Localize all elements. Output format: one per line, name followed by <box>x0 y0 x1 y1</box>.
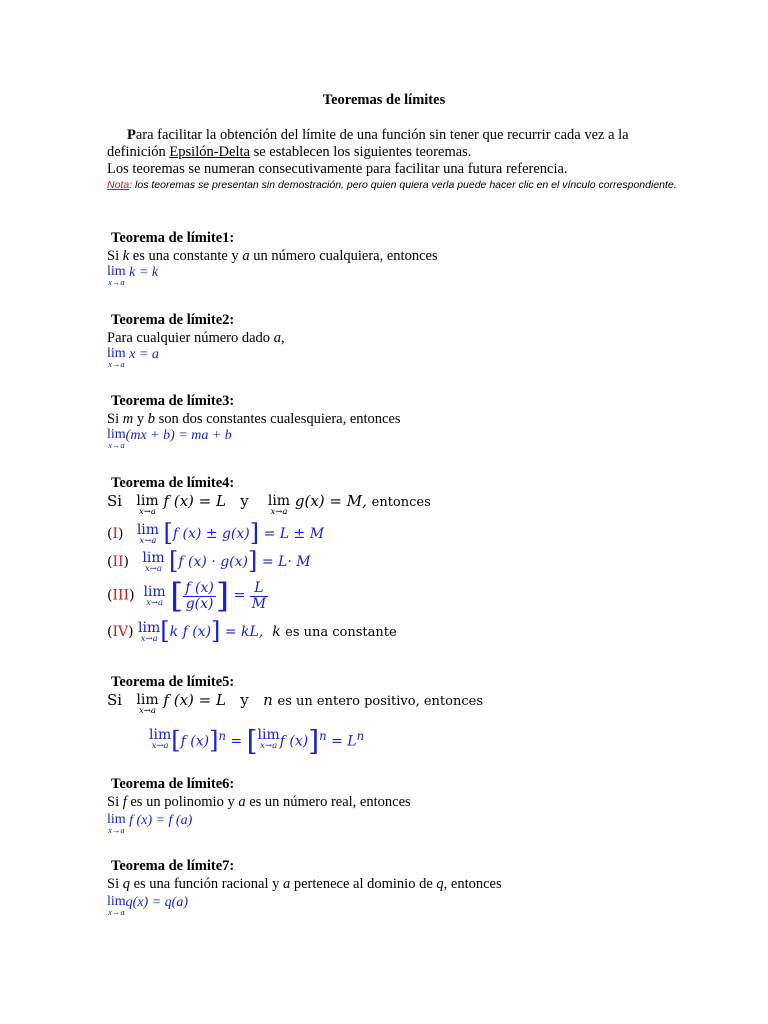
theorem-7 <box>107 857 727 916</box>
lim-word: lim <box>257 727 280 743</box>
t4-iii-rden: M <box>251 595 267 612</box>
intro-line-1-text: ara facilitar la obtención del límite de una función sin tener que recurrir cada vez a la <box>135 127 629 143</box>
lim-operator <box>107 347 126 368</box>
t7-formula-body: q(x) = q(a) <box>125 895 188 910</box>
lim-operator <box>268 494 290 516</box>
theorem-2-statement <box>107 329 727 347</box>
t4-iii-rhs-fraction <box>250 581 268 612</box>
lim-word: lim <box>136 522 160 538</box>
t2-text-a: Para cualquier número dado <box>107 330 274 346</box>
t5-y: y <box>240 691 249 709</box>
t4-item-iii: (III) lim x→a [ $\frac{f (x)}{g(x)}$ ] = $\frac{L}{M}$ <box>107 576 267 616</box>
t5-eq: = <box>230 733 243 750</box>
theorem-3-formula <box>107 428 727 449</box>
t2-text-b: , <box>280 330 285 346</box>
drop-cap: P <box>127 127 136 143</box>
theorem-5-formula: lim x→a [f (x)]$^n$ = [lim x→a f $(x)]^n = L^n$ <box>149 724 365 758</box>
theorem-1-heading: Teorema de límite1: <box>111 230 235 246</box>
lim-operator <box>142 552 164 573</box>
t4-iv-text: es una constante <box>285 625 397 640</box>
intro-line-2-pre: definición <box>107 144 170 160</box>
lim-word: lim <box>149 727 172 743</box>
t6-text-a: Si <box>107 794 123 810</box>
lim-subscript: x→a <box>108 825 125 835</box>
t3-text-c: son dos constantes cualesquiera, entonces <box>154 411 401 427</box>
intro-line-3: Los teoremas se numeran consecutivamente para facilitar una futura referencia. <box>107 161 568 177</box>
t1-text-b: es una constante y <box>129 248 243 264</box>
lim-operator <box>107 813 126 834</box>
t5-rhs: = L <box>331 733 357 750</box>
t4-iii-num: f (x) <box>185 579 214 596</box>
theorem-6-heading: Teorema de límite6: <box>111 776 235 792</box>
lim-word: lim <box>107 264 126 279</box>
t7-text-d: , entonces <box>443 876 502 892</box>
lim-subscript: x→a <box>108 277 125 287</box>
t6-text-b: es un polinomio y <box>126 794 239 810</box>
t7-text-b: es una función racional y <box>129 876 283 892</box>
t6-formula-body: f (x) = f (a) <box>129 813 193 828</box>
lim-subscript: x→a <box>140 634 158 644</box>
lim-subscript: x→a <box>139 507 156 517</box>
theorem-2-heading: Teorema de límite2: <box>111 312 235 328</box>
roman-iii: III <box>112 587 130 604</box>
lim-operator <box>107 265 126 286</box>
t2-formula-body: x = a <box>129 347 159 362</box>
t4-cond-1: f (x) = L <box>163 492 226 510</box>
lim-subscript: x→a <box>144 564 162 574</box>
theorem-6-formula <box>107 813 727 834</box>
t5-mid: f (x) <box>279 733 309 750</box>
theorem-1-statement <box>107 247 727 265</box>
theorem-3-statement <box>107 410 727 428</box>
t4-iii-rnum: L <box>250 581 268 597</box>
intro-line-1 <box>107 127 707 144</box>
lim-word: lim <box>136 692 159 708</box>
theorem-5 <box>107 673 727 758</box>
t7-var-a: a <box>282 876 291 892</box>
t1-formula-body: k = k <box>129 265 159 280</box>
theorem-4-condition <box>107 494 727 516</box>
lim-operator <box>107 895 126 916</box>
t3-var-b: b <box>147 411 155 427</box>
t6-var-f: f <box>122 794 127 810</box>
intro-line-2-post: se establecen los siguientes teoremas. <box>249 144 472 160</box>
lim-subscript: x→a <box>108 359 125 369</box>
lim-subscript: x→a <box>260 741 278 751</box>
t4-iii-fraction <box>183 581 215 612</box>
theorem-7-formula <box>107 895 727 916</box>
t4-cond-2: g(x) = M, <box>294 492 367 510</box>
lim-word: lim <box>107 812 126 827</box>
lim-subscript: x→a <box>139 706 156 716</box>
lim-operator <box>143 583 166 608</box>
roman-iv: IV <box>112 624 129 640</box>
t4-entonces: entonces <box>371 495 431 510</box>
t4-ii-rhs: = L· M <box>261 554 311 570</box>
t3-formula-body: (mx + b) = ma + b <box>125 428 232 443</box>
theorem-2 <box>107 311 727 368</box>
lim-operator <box>136 494 158 516</box>
lim-operator <box>138 622 160 643</box>
t6-var-a: a <box>238 794 246 810</box>
lim-word: lim <box>107 894 126 909</box>
t4-i-rhs: = L ± M <box>263 526 325 542</box>
lim-subscript: x→a <box>108 907 125 917</box>
note-label: Nota <box>107 179 130 191</box>
t4-ii-body: f (x) · g(x) <box>178 554 249 570</box>
theorem-7-heading: Teorema de límite7: <box>111 858 235 874</box>
theorem-5-heading: Teorema de límite5: <box>111 674 235 690</box>
t4-item-iv: (IV) lim x→a [k f (x)] = kL, k es una constante <box>107 617 397 645</box>
lim-word: lim <box>138 620 161 636</box>
t4-y: y <box>240 492 249 510</box>
lim-word: lim <box>143 583 166 600</box>
theorem-6-statement <box>107 793 727 811</box>
lim-subscript: x→a <box>270 507 288 517</box>
t4-si: Si <box>107 492 123 510</box>
t3-text-b: y <box>133 411 148 427</box>
t4-iv-body: k f (x) <box>169 624 212 640</box>
lim-word: lim <box>267 493 291 509</box>
t3-var-m: m <box>122 411 134 427</box>
t1-text-c: un número cualquiera, entonces <box>249 248 438 264</box>
t6-text-c: es un número real, entonces <box>245 794 411 810</box>
t2-var-a: a <box>273 330 281 346</box>
lim-word: lim <box>136 493 159 509</box>
t3-text-a: Si <box>107 411 123 427</box>
lim-word: lim <box>107 427 126 442</box>
t1-text-a: Si <box>107 248 123 264</box>
note-paragraph <box>107 178 707 192</box>
t5-si: Si <box>107 691 123 709</box>
t4-iv-rhs: = kL, <box>224 624 264 640</box>
note-text: : los teoremas se presentan sin demostración, pero quien quiera verla puede hacer clic en el vínculo correspondiente. <box>129 179 677 191</box>
t5-exp-3: n <box>356 729 365 743</box>
t7-var-q2: q <box>436 876 444 892</box>
roman-ii: II <box>112 554 124 570</box>
t4-item-ii: (II) lim x→a [f (x) · g(x)] = L· M <box>107 547 311 575</box>
theorem-3 <box>107 392 727 449</box>
lim-word: lim <box>142 550 165 566</box>
t5-cond: f (x) = L <box>163 691 226 709</box>
epsilon-delta-link[interactable]: Epsilón-Delta <box>169 144 250 160</box>
t4-iii-den: g(x) <box>185 595 214 612</box>
t5-exp-1: n <box>218 729 226 743</box>
theorem-1-formula <box>107 265 727 286</box>
lim-operator <box>136 693 158 715</box>
t7-text-a: Si <box>107 876 123 892</box>
t1-var-k: k <box>122 248 130 264</box>
lim-subscript: x→a <box>146 597 164 608</box>
t4-item-i: (I) lim x→a [f (x) ± g(x)] = L ± M <box>107 519 325 547</box>
lim-operator <box>107 428 126 449</box>
t7-var-q: q <box>122 876 130 892</box>
theorem-6 <box>107 775 727 834</box>
theorem-5-condition <box>107 693 727 715</box>
t4-iii-eq: = <box>233 587 246 604</box>
t5-exp-2: n <box>319 729 327 743</box>
lim-word: lim <box>107 346 126 361</box>
lim-operator <box>137 524 159 545</box>
t5-lhs: f (x) <box>180 733 210 750</box>
theorem-4-heading: Teorema de límite4: <box>111 475 235 491</box>
theorem-4 <box>107 474 727 643</box>
page-title: Teoremas de límites <box>322 92 446 108</box>
theorem-2-formula <box>107 347 727 368</box>
intro-paragraph <box>107 127 707 192</box>
lim-operator <box>258 729 280 750</box>
t5-rest: es un entero positivo, entonces <box>277 694 483 709</box>
t1-var-a: a <box>242 248 250 264</box>
t7-text-c: pertenece al dominio de <box>290 876 437 892</box>
lim-subscript: x→a <box>151 741 169 751</box>
lim-subscript: x→a <box>108 440 125 450</box>
lim-operator <box>149 729 171 750</box>
theorem-7-statement <box>107 875 727 893</box>
t4-i-body: f (x) ± g(x) <box>172 526 250 542</box>
lim-subscript: x→a <box>139 536 157 546</box>
t5-n: n <box>263 691 273 709</box>
roman-i: I <box>112 526 118 542</box>
t4-iv-k: k <box>272 624 281 640</box>
intro-line-2 <box>107 144 707 161</box>
theorem-1 <box>107 229 727 286</box>
theorem-3-heading: Teorema de límite3: <box>111 393 235 409</box>
